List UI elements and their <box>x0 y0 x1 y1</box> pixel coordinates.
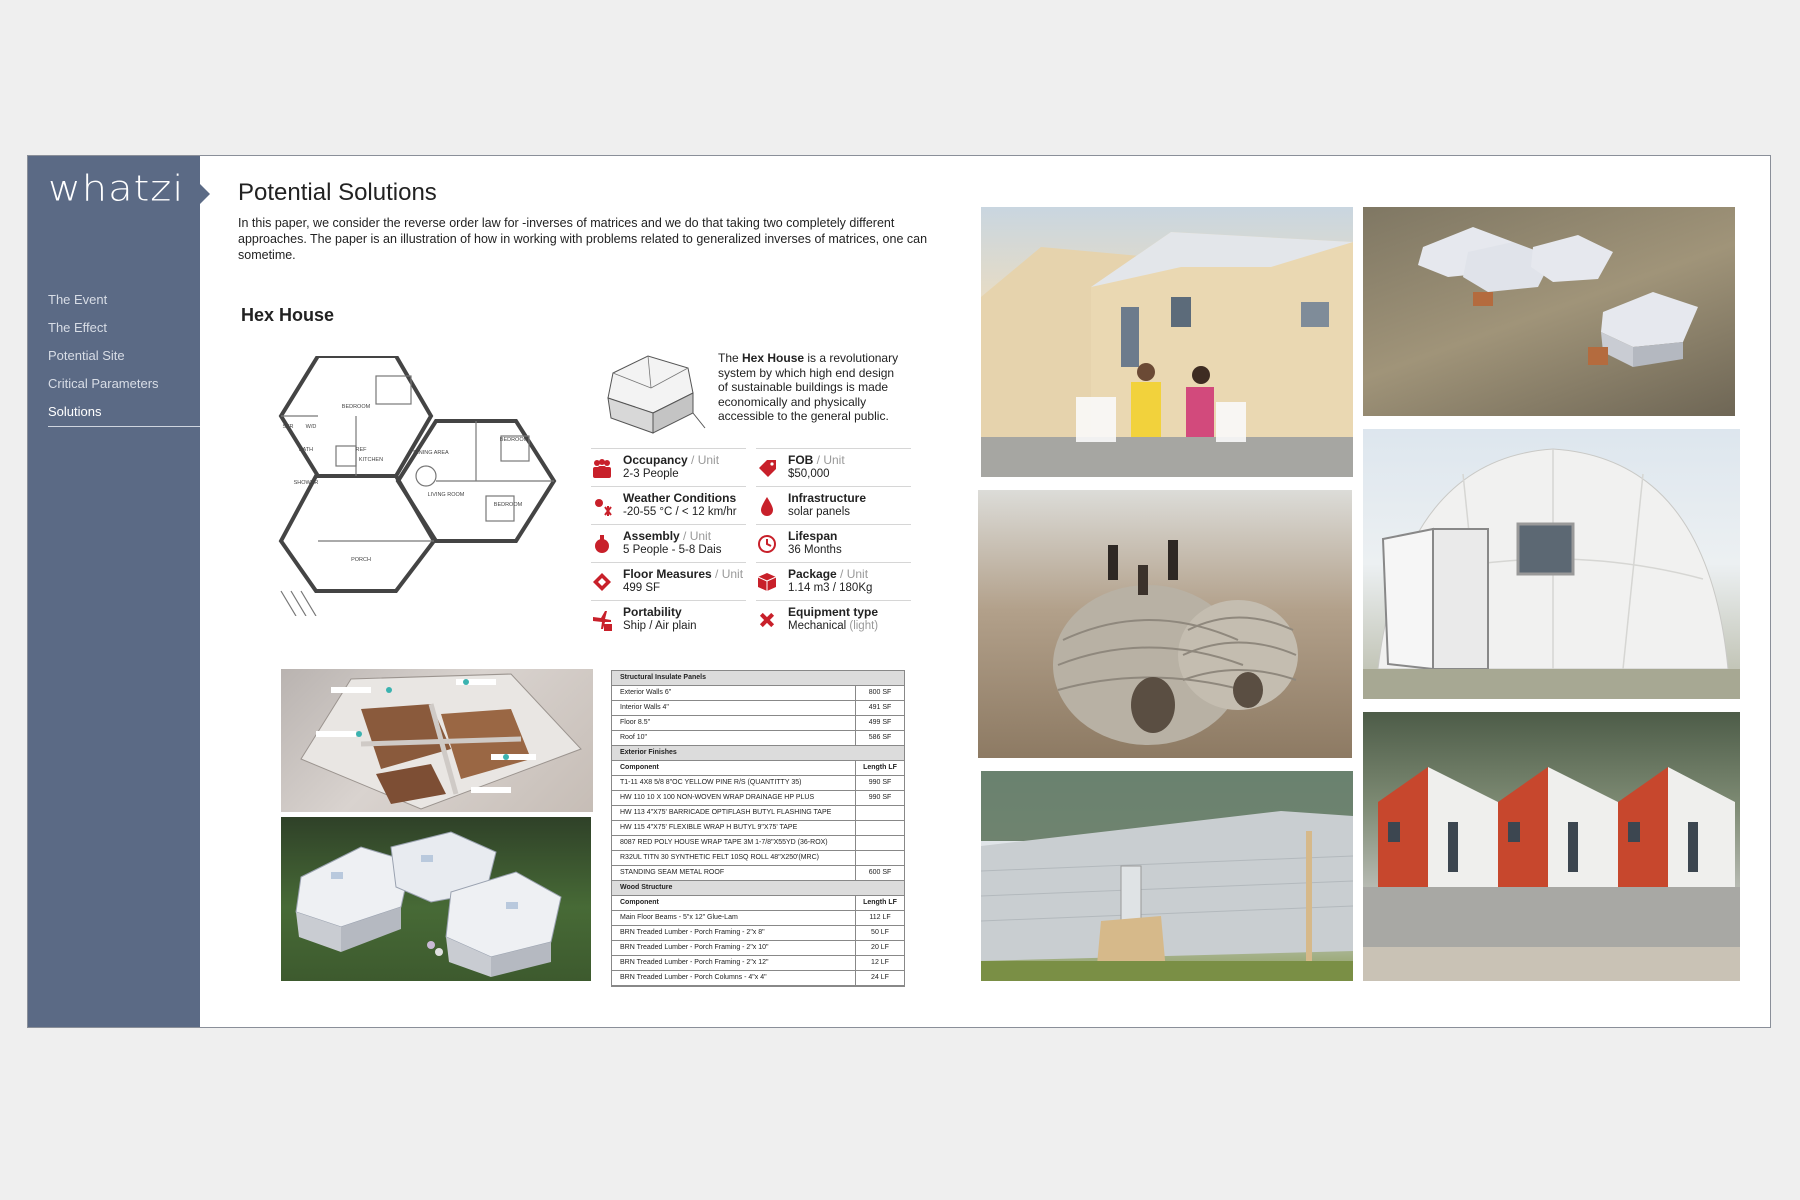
table-cell: HW 113 4"X75' BARRICADE OPTIFLASH BUTYL FLASHING TAPE <box>620 809 832 816</box>
table-cell: 50 LF <box>855 926 904 940</box>
hex-house-description <box>718 351 903 424</box>
table-row <box>612 866 904 881</box>
table-cell: Main Floor Beams - 5"x 12" Glue-Lam <box>620 914 738 921</box>
interior-render-image <box>281 669 593 812</box>
table-cell: BRN Treaded Lumber - Porch Columns - 4"x 4" <box>620 974 767 981</box>
floor-plan-room-label: BATH <box>298 447 314 453</box>
spec-fob <box>756 448 911 487</box>
floor-plan-drawing <box>276 356 616 616</box>
floor-plan-room-label: DINING AREA <box>413 450 449 456</box>
spec-value <box>623 468 679 480</box>
table-cell: 600 SF <box>855 866 904 880</box>
table-row <box>612 926 904 941</box>
description-text: is a revolutionary system by which high end design of sustainable buildings is made economically and physically accessible to the general public. <box>718 351 899 423</box>
spec-label-text: Package <box>788 567 837 581</box>
spec-label <box>623 605 682 619</box>
table-cell: 499 SF <box>855 716 904 730</box>
table-cell: 20 LF <box>855 941 904 955</box>
description-prefix: The <box>718 351 743 365</box>
spec-package <box>756 562 911 601</box>
floor-plan-room-label: STR <box>282 424 294 430</box>
spec-label-text: Weather Conditions <box>623 491 737 505</box>
table-row <box>612 941 904 956</box>
table-cell: T1-11 4X8 5/8 8"OC YELLOW PINE R/S (QUANTITTY 35) <box>620 779 802 786</box>
tools-icon <box>756 609 778 631</box>
table-row <box>612 821 904 836</box>
table-cell: STANDING SEAM METAL ROOF <box>620 869 725 876</box>
floor-plan-room-label: BEDROOM <box>499 437 529 443</box>
drop-icon <box>756 495 778 517</box>
section-title: Hex House <box>241 305 335 325</box>
spec-label <box>788 453 845 467</box>
spec-label-text: Lifespan <box>788 529 838 543</box>
sidebar-nav <box>48 286 200 427</box>
floor-plan-room-label: REF <box>355 447 367 453</box>
spec-label <box>788 529 837 543</box>
nav-item-solutions[interactable]: Solutions <box>48 398 200 427</box>
table-cell: 112 LF <box>855 911 904 925</box>
table-cell: 24 LF <box>855 971 904 985</box>
spec-label-text: Assembly <box>623 529 680 543</box>
table-row <box>612 971 904 986</box>
spec-value <box>623 544 721 556</box>
spec-value <box>623 582 660 594</box>
spec-value-text: 5 People - 5-8 Dais <box>623 544 722 556</box>
earthbag-domes-photo <box>978 490 1352 758</box>
people-icon <box>591 457 613 479</box>
table-section-title: Structural Insulate Panels <box>612 671 904 686</box>
description-product-name: Hex House <box>742 351 805 365</box>
table-row <box>612 806 904 821</box>
table-section-title: Exterior Finishes <box>612 746 904 761</box>
spec-label <box>788 605 878 619</box>
spec-value <box>788 620 878 632</box>
spec-value <box>623 506 737 518</box>
spec-value-text: 2-3 People <box>623 468 679 480</box>
spec-unit: / Unit <box>687 453 720 467</box>
spec-value-text: Mechanical <box>788 620 847 632</box>
spec-unit: / Unit <box>836 567 869 581</box>
spec-label <box>788 491 866 505</box>
spec-unit: / Unit <box>679 529 712 543</box>
exterior-render-image <box>281 817 591 981</box>
assembly-icon <box>591 533 613 555</box>
table-cell: Roof 10" <box>620 734 648 741</box>
lifespan-icon <box>756 533 778 555</box>
table-cell: 990 SF <box>855 776 904 790</box>
floor-plan-room-label: W/D <box>305 424 317 430</box>
spec-occupancy <box>591 448 746 487</box>
table-cell: 491 SF <box>855 701 904 715</box>
spec-label <box>623 491 736 505</box>
table-row <box>612 911 904 926</box>
table-cell: Interior Walls 4" <box>620 704 669 711</box>
materials-table <box>611 670 905 987</box>
spec-unit: / Unit <box>711 567 744 581</box>
table-row <box>612 686 904 701</box>
sidebar <box>28 156 200 1027</box>
nav-item-the-event[interactable]: The Event <box>48 292 108 307</box>
spec-floor-measures <box>591 562 746 601</box>
table-cell: BRN Treaded Lumber - Porch Framing - 2"x 8" <box>620 929 765 936</box>
spec-value-text: -20-55 °C / < 12 km/hr <box>623 506 737 518</box>
spec-label-text: FOB <box>788 453 814 467</box>
table-row <box>612 836 904 851</box>
spec-infrastructure <box>756 486 911 525</box>
spec-weather-conditions <box>591 486 746 525</box>
spec-equipment-type <box>756 600 911 639</box>
table-row <box>612 716 904 731</box>
table-cell: HW 115 4"X75' FLEXIBLE WRAP H BUTYL 9"X75' TAPE <box>620 824 798 831</box>
sidebar-pointer <box>200 184 210 204</box>
table-section-title: Wood Structure <box>612 881 904 896</box>
table-header-cell: Component <box>620 764 659 771</box>
nav-item-critical-parameters[interactable]: Critical Parameters <box>48 376 159 391</box>
table-cell <box>855 821 904 835</box>
table-cell: Floor 8.5" <box>620 719 651 726</box>
spec-label <box>623 567 743 581</box>
table-cell: 586 SF <box>855 731 904 745</box>
spec-label-text: Equipment type <box>788 605 879 619</box>
spec-value <box>788 468 830 480</box>
package-icon <box>756 571 778 593</box>
spec-label-text: Floor Measures <box>623 567 712 581</box>
mobile-home-photo <box>981 771 1353 981</box>
spec-label-text: Infrastructure <box>788 491 867 505</box>
spec-lifespan <box>756 524 911 563</box>
table-row <box>612 956 904 971</box>
table-row <box>612 791 904 806</box>
table-cell <box>855 851 904 865</box>
table-cell: Exterior Walls 6" <box>620 689 672 696</box>
table-row <box>612 851 904 866</box>
spec-label <box>623 529 711 543</box>
slide-frame <box>27 155 1771 1028</box>
isometric-house-icon <box>593 348 708 443</box>
intro-paragraph: In this paper, we consider the reverse order law for -inverses of matrices and we do that taking two completely different approaches. The paper is an illustration of how in working with problems related to generalized inverses of matrices, one can sometime. <box>238 216 928 262</box>
spec-value-text: 36 Months <box>788 544 842 556</box>
table-cell <box>855 836 904 850</box>
spec-value <box>788 544 842 556</box>
table-cell: BRN Treaded Lumber - Porch Framing - 2"x 12" <box>620 959 769 966</box>
spec-label-text: Portability <box>623 605 682 619</box>
spec-value-text: 499 SF <box>623 582 661 594</box>
spec-value-note: (light) <box>846 620 879 632</box>
spec-value <box>788 506 850 518</box>
floor-plan-room-label: SHOWER <box>293 480 319 486</box>
spec-label <box>788 567 868 581</box>
price-tag-icon <box>756 457 778 479</box>
spec-value-text: $50,000 <box>788 468 830 480</box>
spec-label-text: Occupancy <box>623 453 688 467</box>
floor-plan-room-label: PORCH <box>351 557 371 563</box>
table-cell: BRN Treaded Lumber - Porch Framing - 2"x 10" <box>620 944 769 951</box>
spec-value <box>788 582 872 594</box>
nav-item-potential-site[interactable]: Potential Site <box>48 348 125 363</box>
weather-icon <box>591 495 613 517</box>
floor-plan-room-label: KITCHEN <box>358 457 384 463</box>
spec-label <box>623 453 719 467</box>
table-cell <box>855 806 904 820</box>
table-row <box>612 701 904 716</box>
page-title: Potential Solutions <box>238 179 437 206</box>
table-cell: HW 110 10 X 100 NON-WOVEN WRAP DRAINAGE HP PLUS <box>620 794 815 801</box>
table-header-cell: Length LF <box>855 896 904 910</box>
floor-plan-room-label: BEDROOM <box>493 502 523 508</box>
table-header-row <box>612 896 904 911</box>
red-row-houses-photo <box>1363 712 1740 981</box>
table-row <box>612 731 904 746</box>
spec-unit: / Unit <box>813 453 845 467</box>
table-header-cell: Component <box>620 899 659 906</box>
nav-item-the-effect[interactable]: The Effect <box>48 320 108 335</box>
spec-value <box>623 620 697 632</box>
floor-icon <box>591 571 613 593</box>
spec-value-text: Ship / Air plain <box>623 620 697 632</box>
logo: whatzi <box>48 168 185 210</box>
refugee-shelter-photo <box>981 207 1353 477</box>
plane-icon <box>591 609 613 631</box>
floor-plan-hex-3 <box>281 476 434 591</box>
table-header-cell: Length LF <box>855 761 904 775</box>
table-cell: 990 SF <box>855 791 904 805</box>
spec-value-text: 1.14 m3 / 180Kg <box>788 582 873 594</box>
table-row <box>612 776 904 791</box>
spec-portability <box>591 600 746 639</box>
table-header-row <box>612 761 904 776</box>
table-cell: 8087 RED POLY HOUSE WRAP TAPE 3M 1-7/8"X55YD (36-ROX) <box>620 839 828 846</box>
spec-assembly <box>591 524 746 563</box>
white-dome-house-photo <box>1363 429 1740 699</box>
table-cell: 12 LF <box>855 956 904 970</box>
floor-plan-room-label: LIVING ROOM <box>427 492 465 498</box>
hex-houses-aerial-photo <box>1363 207 1735 416</box>
table-cell: 800 SF <box>855 686 904 700</box>
table-cell: R32UL TITN 30 SYNTHETIC FELT 10SQ ROLL 48"X250'(MRC) <box>620 854 819 861</box>
spec-value-text: solar panels <box>788 506 851 518</box>
floor-plan-room-label: BEDROOM <box>341 404 371 410</box>
